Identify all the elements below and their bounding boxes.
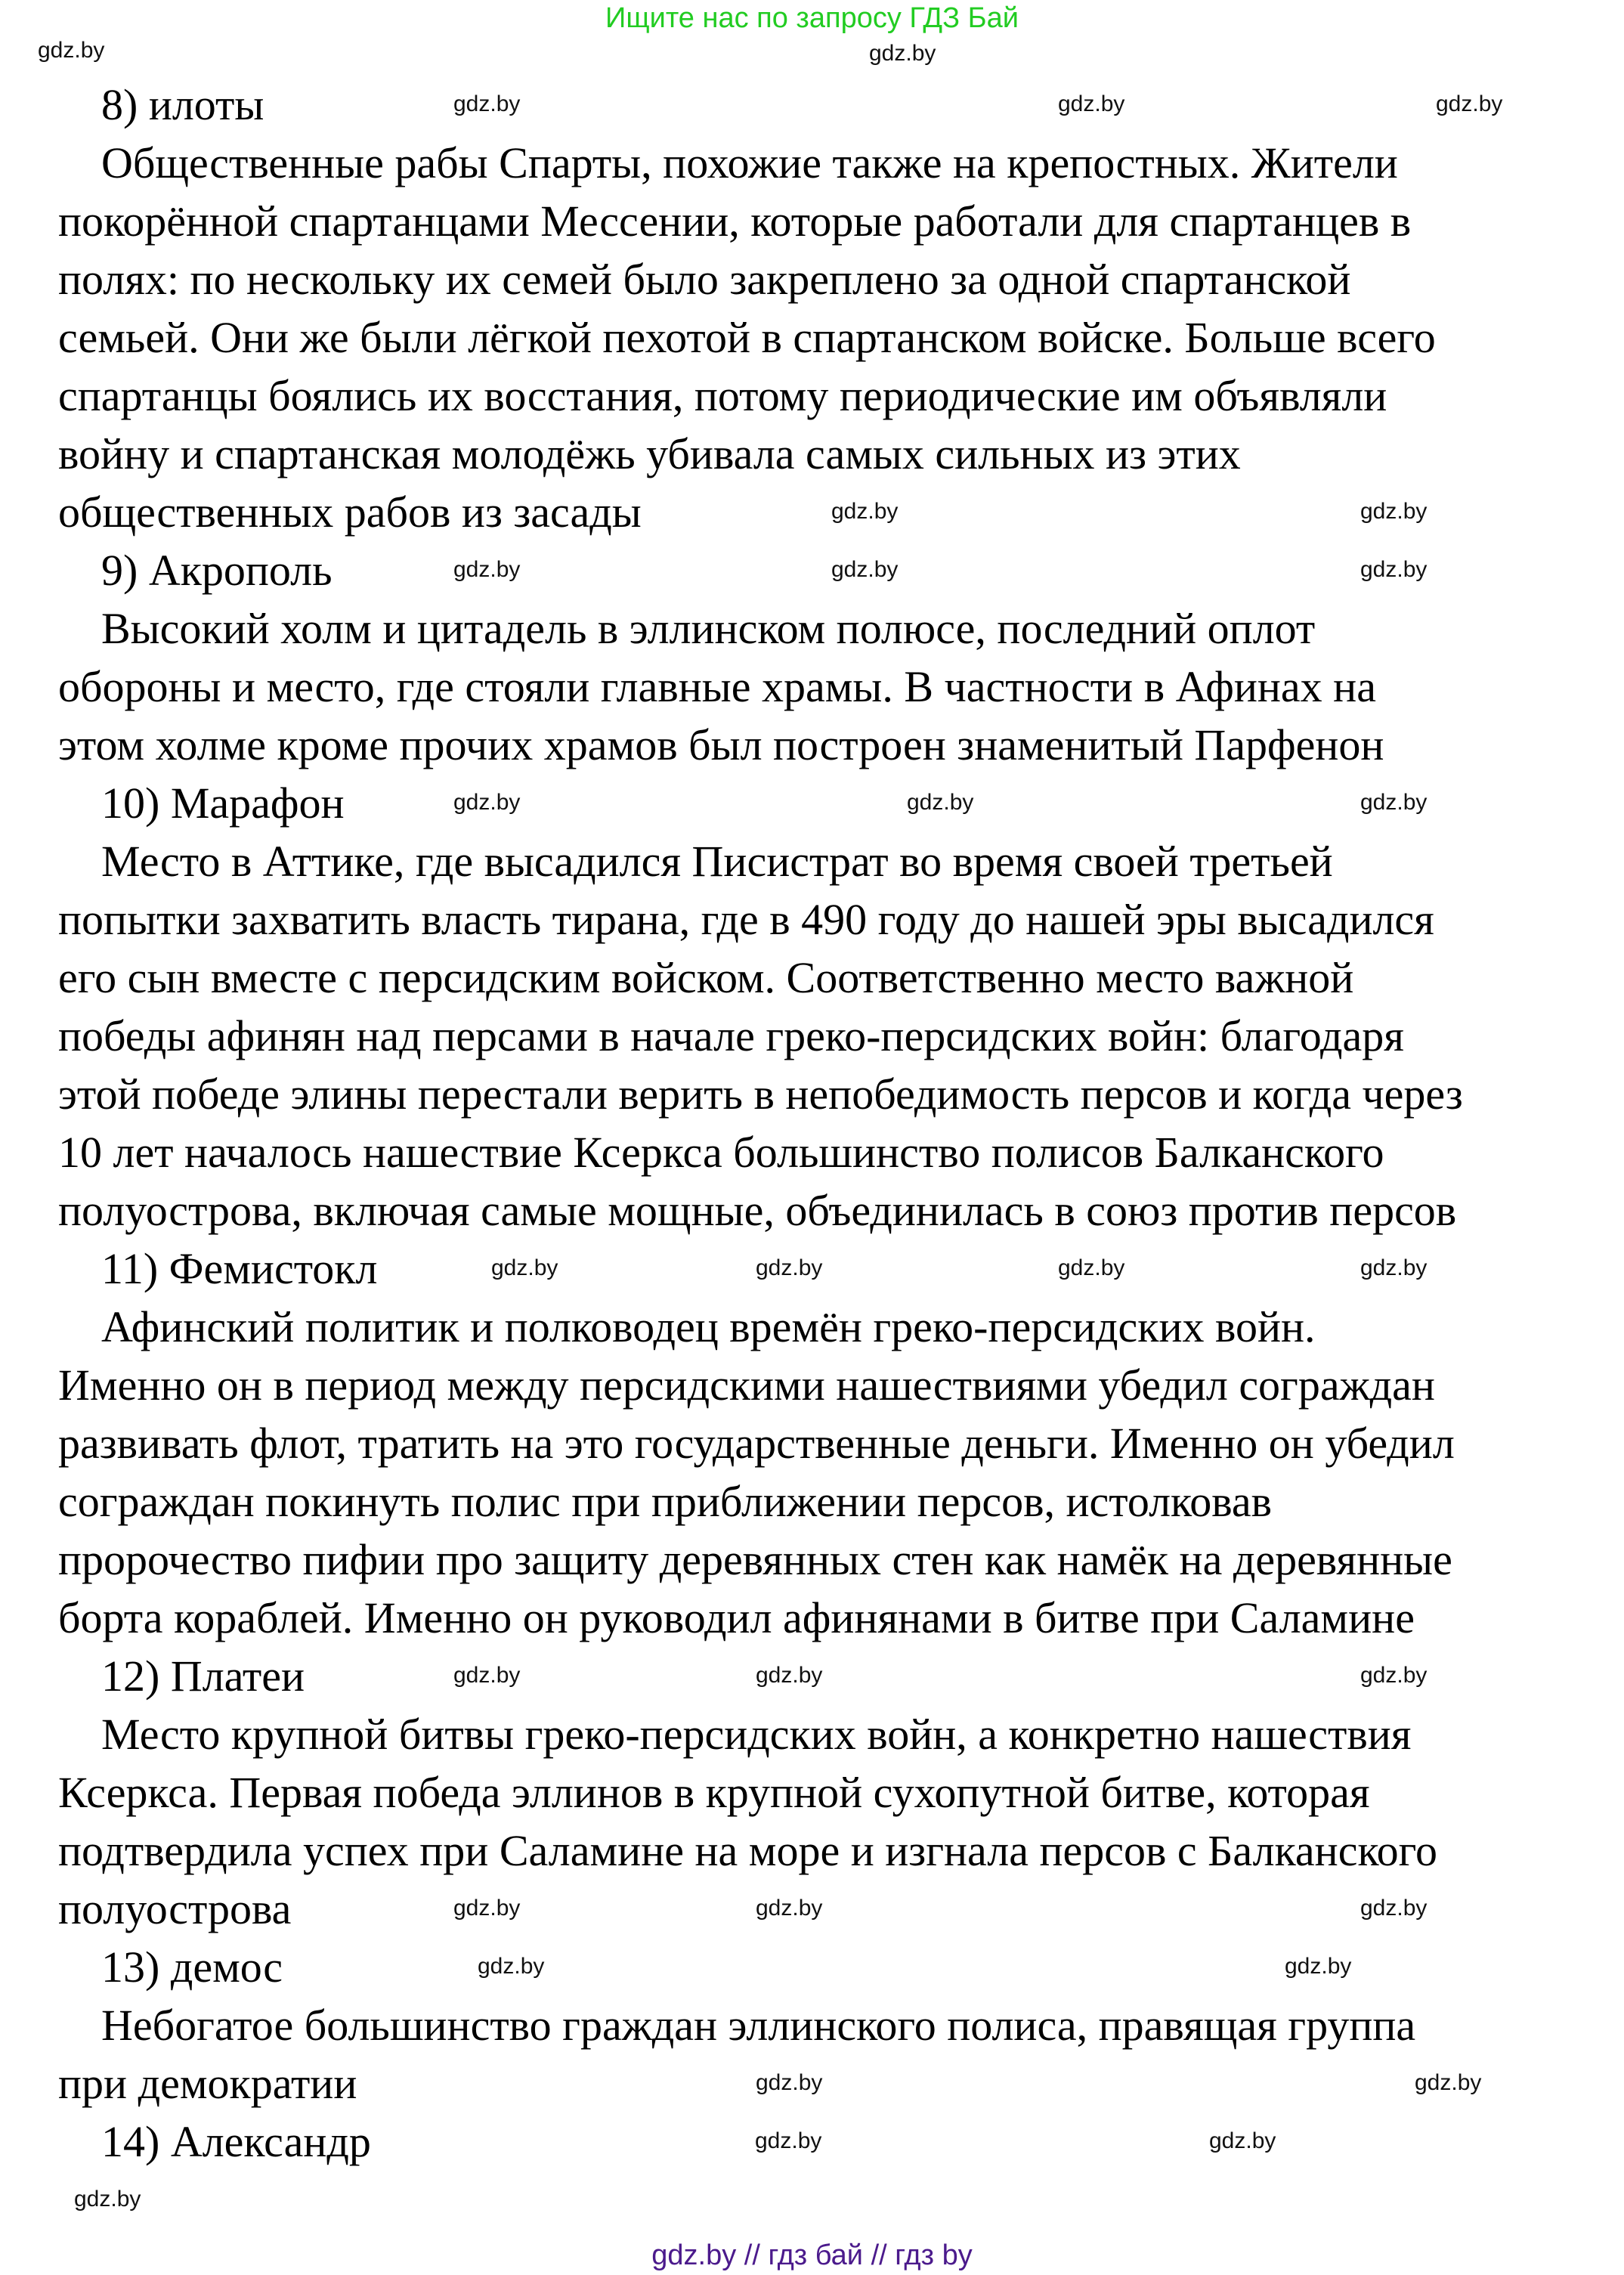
text-line: сограждан покинуть полис при приближении персов, истолковав — [58, 1477, 1273, 1526]
text-line: полуострова — [58, 1884, 292, 1933]
site-banner: Ищите нас по запросу ГДЗ Бай — [605, 2, 1019, 34]
text-line: этом холме кроме прочих храмов был построен знаменитый Парфенон — [58, 720, 1384, 769]
watermark: gdz.by — [38, 38, 105, 63]
text-line: общественных рабов из засады — [58, 488, 642, 537]
text-line: семьей. Они же были лёгкой пехотой в спартанском войске. Больше всего — [58, 313, 1436, 362]
watermark: gdz.by — [907, 790, 974, 815]
text-line: 10 лет началось нашествие Ксеркса большинство полисов Балканского — [58, 1128, 1384, 1177]
watermark: gdz.by — [1360, 790, 1428, 815]
text-line: попытки захватить власть тирана, где в 490 году до нашей эры высадился — [58, 895, 1434, 944]
watermark: gdz.by — [1415, 2070, 1482, 2095]
text-line: этой победе элины перестали верить в непобедимость персов и когда через — [58, 1069, 1463, 1119]
text-line: развивать флот, тратить на это государственные деньги. Именно он убедил — [58, 1419, 1455, 1468]
text-line: обороны и место, где стояли главные храмы. В частности в Афинах на — [58, 662, 1376, 711]
text-line: Афинский политик и полководец времён греко-персидских войн. — [101, 1302, 1316, 1351]
watermark: gdz.by — [1209, 2128, 1276, 2153]
text-line: Общественные рабы Спарты, похожие также на крепостных. Жители — [101, 138, 1398, 187]
watermark: gdz.by — [831, 557, 899, 582]
watermark: gdz.by — [831, 499, 899, 524]
text-line: полуострова, включая самые мощные, объединилась в союз против персов — [58, 1186, 1457, 1235]
term-heading: 13) демос — [101, 1942, 283, 1992]
watermark: gdz.by — [756, 2070, 823, 2095]
watermark: gdz.by — [453, 91, 521, 116]
term-heading: 14) Александр — [101, 2117, 371, 2166]
watermark: gdz.by — [1360, 1255, 1428, 1280]
watermark: gdz.by — [491, 1255, 558, 1280]
watermark: gdz.by — [755, 2128, 822, 2153]
watermark: gdz.by — [453, 790, 521, 815]
watermark: gdz.by — [74, 2187, 141, 2212]
text-line: Ксеркса. Первая победа эллинов в крупной сухопутной битве, которая — [58, 1768, 1370, 1817]
text-line: при демократии — [58, 2059, 357, 2108]
text-line: победы афинян над персами в начале греко-персидских войн: благодаря — [58, 1011, 1404, 1060]
term-heading: 8) илоты — [101, 80, 264, 129]
text-line: спартанцы боялись их восстания, потому периодические им объявляли — [58, 371, 1387, 420]
text-line: Место крупной битвы греко-персидских войн, а конкретно нашествия — [101, 1710, 1412, 1759]
watermark: gdz.by — [1360, 557, 1428, 582]
watermark: gdz.by — [453, 557, 521, 582]
watermark: gdz.by — [1360, 1663, 1428, 1688]
watermark: gdz.by — [478, 1954, 545, 1979]
watermark: gdz.by — [756, 1255, 823, 1280]
text-line: подтвердила успех при Саламине на море и изгнала персов с Балканского — [58, 1826, 1438, 1875]
text-line: Именно он в период между персидскими нашествиями убедил сограждан — [58, 1360, 1435, 1410]
term-heading: 10) Марафон — [101, 778, 345, 828]
watermark: gdz.by — [1285, 1954, 1352, 1979]
term-heading: 9) Акрополь — [101, 546, 333, 595]
text-line: его сын вместе с персидским войском. Соответственно место важной — [58, 953, 1354, 1002]
watermark: gdz.by — [1058, 91, 1125, 116]
footer-links: gdz.by // гдз бай // гдз by — [651, 2239, 973, 2271]
watermark: gdz.by — [453, 1896, 521, 1921]
watermark: gdz.by — [869, 41, 936, 66]
text-line: полях: по нескольку их семей было закреплено за одной спартанской — [58, 255, 1351, 304]
term-heading: 11) Фемистокл — [101, 1244, 378, 1293]
watermark: gdz.by — [756, 1663, 823, 1688]
term-heading: 12) Платеи — [101, 1651, 305, 1701]
watermark: gdz.by — [756, 1896, 823, 1921]
text-line: войну и спартанская молодёжь убивала самых сильных из этих — [58, 429, 1241, 478]
watermark: gdz.by — [1058, 1255, 1125, 1280]
text-line: пророчество пифии про защиту деревянных стен как намёк на деревянные — [58, 1535, 1452, 1584]
text-line: Место в Аттике, где высадился Писистрат во время своей третьей — [101, 837, 1333, 886]
watermark: gdz.by — [1436, 91, 1503, 116]
text-line: Высокий холм и цитадель в эллинском полюсе, последний оплот — [101, 604, 1316, 653]
watermark: gdz.by — [453, 1663, 521, 1688]
text-line: покорённой спартанцами Мессении, которые работали для спартанцев в — [58, 197, 1412, 246]
watermark: gdz.by — [1360, 499, 1428, 524]
watermark: gdz.by — [1360, 1896, 1428, 1921]
text-line: Небогатое большинство граждан эллинского полиса, правящая группа — [101, 2001, 1416, 2050]
text-line: борта кораблей. Именно он руководил афинянами в битве при Саламине — [58, 1593, 1415, 1642]
